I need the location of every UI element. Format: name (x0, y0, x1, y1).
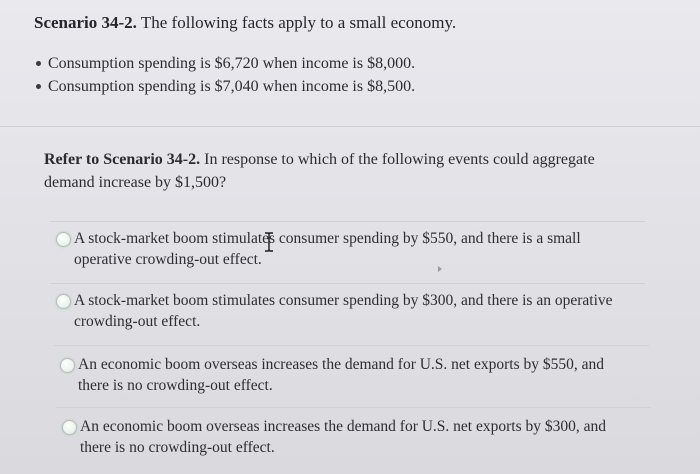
scenario-text: The following facts apply to a small economy. (136, 13, 457, 32)
section-divider (0, 126, 700, 127)
option-line: A stock-market boom stimulates consumer spending by $300, and there is an operative (74, 292, 613, 309)
fact-item: Consumption spending is $7,040 when income is $8,500. (34, 75, 415, 98)
answer-option-2[interactable] (50, 283, 650, 343)
option-label[interactable] (74, 228, 634, 270)
option-line: there is no crowding-out effect. (78, 377, 273, 394)
option-divider (54, 345, 649, 346)
facts-list (34, 52, 415, 98)
answer-option-4[interactable] (56, 407, 656, 467)
small-arrow-icon (438, 266, 442, 272)
option-label[interactable] (74, 290, 634, 332)
question-reference: Refer to Scenario 34-2. (44, 151, 201, 168)
question-text: In response to which of the following events could aggregate demand increase by $1,500? (44, 151, 595, 191)
radio-button[interactable] (62, 420, 77, 435)
fact-item: Consumption spending is $6,720 when income is $8,000. (34, 52, 415, 75)
scenario-heading (34, 12, 456, 34)
option-label[interactable] (80, 416, 640, 458)
option-label[interactable] (78, 354, 638, 396)
scenario-label: Scenario 34-2. (34, 13, 137, 32)
option-divider (56, 407, 651, 408)
option-line: there is no crowding-out effect. (80, 439, 275, 456)
option-line: crowding-out effect. (74, 313, 201, 330)
radio-button[interactable] (56, 232, 71, 247)
option-line: A stock-market boom stimulates consumer spending by $550, and there is a small (74, 230, 581, 247)
answer-option-3[interactable] (54, 345, 654, 405)
option-divider (50, 221, 645, 222)
radio-button[interactable] (60, 358, 75, 373)
option-line: An economic boom overseas increases the demand for U.S. net exports by $550, and (78, 356, 605, 373)
answer-option-1[interactable] (50, 221, 650, 281)
question-prompt (44, 148, 644, 194)
option-line: An economic boom overseas increases the demand for U.S. net exports by $300, and (80, 418, 607, 435)
option-divider (50, 283, 645, 284)
option-line: operative crowding-out effect. (74, 251, 262, 268)
text-cursor-icon (263, 232, 275, 252)
radio-button[interactable] (56, 294, 71, 309)
